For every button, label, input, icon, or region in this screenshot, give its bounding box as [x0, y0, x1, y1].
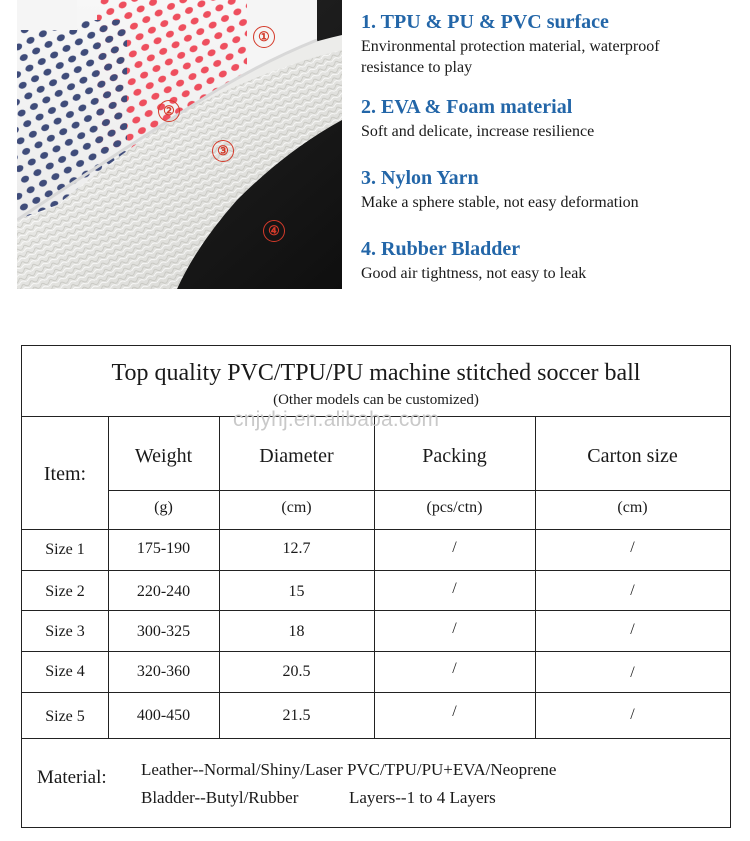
item-label: Item: [43, 463, 87, 485]
size-cell: Size 1 [45, 541, 85, 558]
feature-title: 3. Nylon Yarn [361, 167, 479, 189]
carton-cell: / [630, 539, 635, 556]
feature-eva-foam [361, 95, 746, 142]
feature-title: 4. Rubber Bladder [361, 238, 521, 260]
diameter-cell: 21.5 [282, 707, 311, 724]
material-label: Material: [37, 767, 107, 788]
marker-4: ④ [263, 220, 285, 242]
feature-desc-line: Soft and delicate, increase resilience [361, 123, 595, 140]
header-diameter: Diameter [259, 445, 334, 467]
diameter-cell: 12.7 [282, 540, 311, 557]
unit-weight: (g) [154, 499, 173, 516]
feature-title: 1. TPU & PU & PVC surface [361, 11, 609, 33]
weight-cell: 320-360 [136, 663, 191, 680]
unit-diameter: (cm) [281, 499, 312, 516]
size-cell: Size 4 [45, 663, 85, 680]
feature-desc-line: Make a sphere stable, not easy deformation [361, 194, 639, 211]
carton-cell: / [630, 621, 635, 638]
table-subtitle: (Other models can be customized) [273, 392, 479, 408]
diameter-cell: 18 [288, 623, 305, 640]
marker-2: ② [158, 100, 180, 122]
feature-title: 2. EVA & Foam material [361, 96, 573, 118]
unit-carton-size: (cm) [617, 499, 648, 516]
watermark: cnjyhj.en.alibaba.com [233, 408, 440, 431]
size-cell: Size 2 [45, 583, 85, 600]
ball-cross-section-illustration [17, 0, 342, 289]
feature-desc-line: Good air tightness, not easy to leak [361, 265, 587, 282]
weight-cell: 300-325 [136, 623, 191, 640]
size-cell: Size 5 [45, 708, 85, 725]
material-line-2a: Bladder--Butyl/Rubber [141, 788, 299, 807]
header-carton-size: Carton size [587, 445, 678, 467]
ball-layers-photo [17, 0, 342, 289]
feature-rubber-bladder [361, 237, 746, 284]
packing-cell: / [452, 539, 457, 556]
packing-cell: / [452, 703, 457, 720]
feature-surface [361, 10, 746, 78]
marker-1: ① [253, 26, 275, 48]
header-weight: Weight [134, 445, 193, 467]
unit-packing: (pcs/ctn) [426, 499, 483, 516]
diameter-cell: 20.5 [282, 663, 311, 680]
carton-cell: / [630, 582, 635, 599]
material-line-2b: Layers--1 to 4 Layers [349, 788, 496, 807]
carton-cell: / [630, 664, 635, 681]
feature-nylon-yarn [361, 166, 746, 213]
carton-cell: / [630, 706, 635, 723]
feature-desc-line: resistance to play [361, 59, 473, 76]
packing-cell: / [452, 660, 457, 677]
marker-3: ③ [212, 140, 234, 162]
weight-cell: 220-240 [136, 583, 191, 600]
packing-cell: / [452, 580, 457, 597]
weight-cell: 400-450 [136, 707, 191, 724]
diameter-cell: 15 [288, 583, 305, 600]
table-title: Top quality PVC/TPU/PU machine stitched soccer ball [111, 360, 641, 386]
weight-cell: 175-190 [136, 540, 191, 557]
header-packing: Packing [422, 445, 487, 467]
packing-cell: / [452, 620, 457, 637]
feature-desc-line: Environmental protection material, waterproof [361, 38, 660, 55]
material-line-1: Leather--Normal/Shiny/Laser PVC/TPU/PU+EVA/Neoprene [141, 760, 557, 779]
size-cell: Size 3 [45, 623, 85, 640]
